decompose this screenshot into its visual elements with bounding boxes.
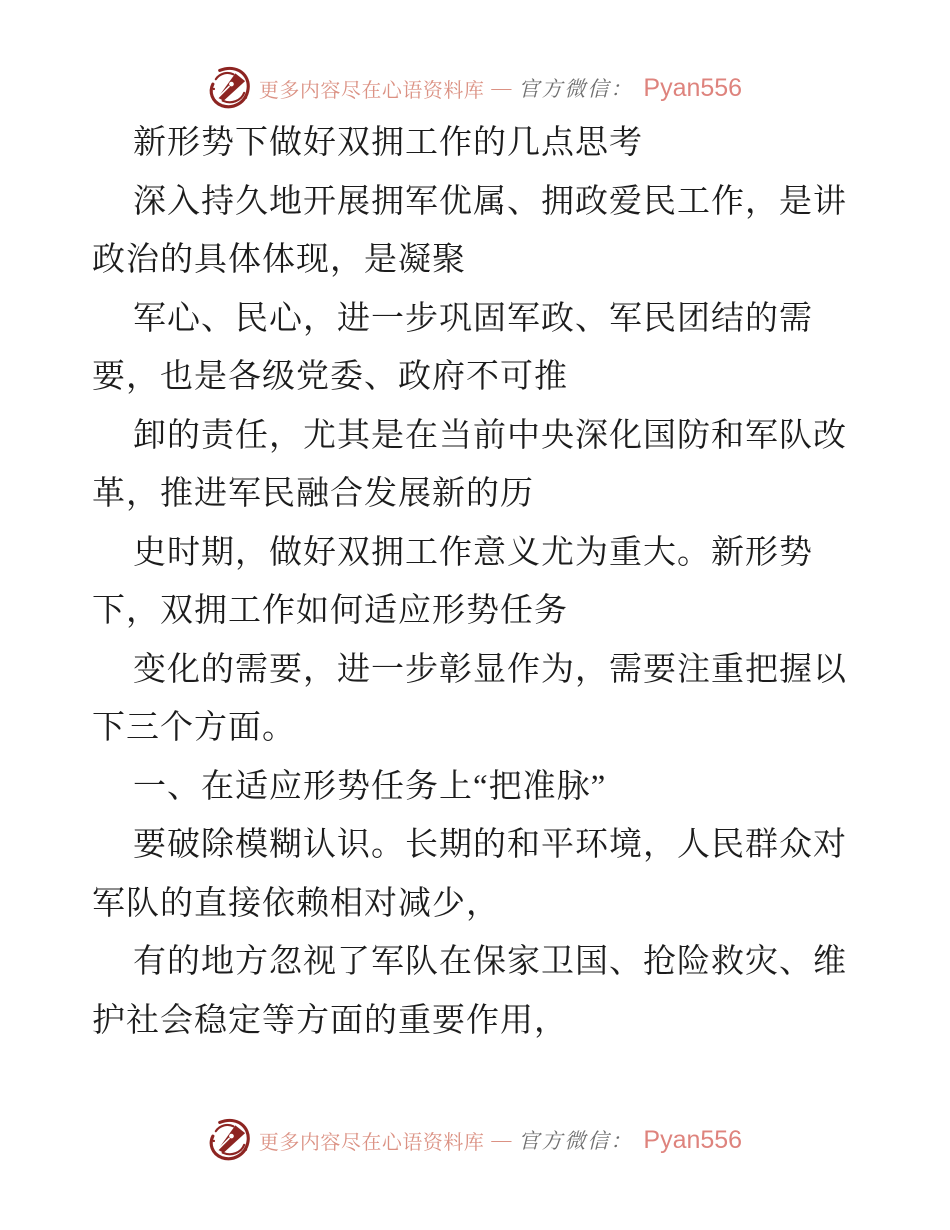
text-line: 要，也是各级党委、政府不可推 (92, 359, 568, 395)
wechat-id: Pyan556 (643, 1125, 743, 1154)
text-line: 史时期，做好双拥工作意义尤为重大。新形势 (133, 534, 813, 571)
text-line: 下三个方面。 (92, 710, 296, 746)
footer-branding (0, 1116, 950, 1164)
text-line: 变化的需要，进一步彰显作为，需要注重把握以 (133, 651, 847, 688)
header-branding (0, 64, 950, 112)
text-line: 要破除模糊认识。长期的和平环境，人民群众对 (133, 827, 847, 863)
text-line: 深入持久地开展拥军优属、拥政爱民工作，是讲 (133, 183, 847, 220)
wechat-id: Pyan556 (643, 73, 743, 102)
text-line: 护社会稳定等方面的重要作用， (92, 1002, 568, 1039)
text-line: 军队的直接依赖相对减少， (92, 885, 500, 922)
dash-separator: — (491, 1128, 512, 1151)
pen-swirl-logo-icon (208, 1117, 251, 1163)
site-name-text: 更多内容尽在心语资料库 (258, 79, 485, 102)
site-name-text: 更多内容尽在心语资料库 (258, 1131, 485, 1154)
text-line: 卸的责任，尤其是在当前中央深化国防和军队改 (133, 417, 847, 454)
wechat-label: 官方微信： (518, 1129, 634, 1153)
text-line: 有的地方忽视了军队在保家卫国、抢险救灾、维 (133, 944, 847, 980)
text-line: 政治的具体体现，是凝聚 (92, 242, 466, 278)
dash-separator: — (491, 76, 512, 99)
text-line: 军心、民心，进一步巩固军政、军民团结的需 (133, 300, 813, 337)
document-body (92, 114, 858, 1050)
text-line: 下，双拥工作如何适应形势任务 (92, 593, 568, 629)
wechat-label: 官方微信： (518, 77, 634, 101)
pen-swirl-logo-icon (208, 65, 251, 111)
text-line: 革，推进军民融合发展新的历 (92, 476, 534, 512)
text-line: 一、在适应形势任务上“把准脉” (133, 768, 607, 805)
document-title-line: 新形势下做好双拥工作的几点思考 (133, 125, 643, 161)
